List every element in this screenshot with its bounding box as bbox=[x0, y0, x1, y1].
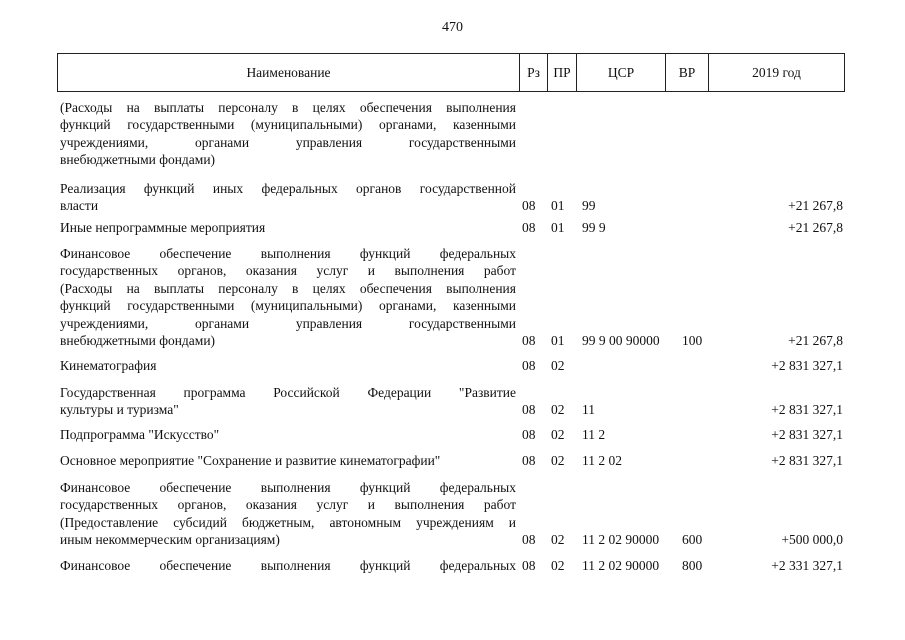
row-name bbox=[60, 219, 516, 236]
row-sum: +2 831 327,1 bbox=[771, 426, 843, 442]
row-rz: 08 bbox=[522, 452, 536, 468]
row-pr: 02 bbox=[551, 532, 565, 548]
row-name-line: внебюджетными фондами) bbox=[60, 152, 216, 168]
row-sum: +500 000,0 bbox=[781, 532, 843, 548]
row-name-line: Финансовое обеспечение выполнения функций федеральных bbox=[60, 480, 516, 495]
row-name bbox=[60, 479, 516, 549]
row-sum: +2 831 327,1 bbox=[771, 402, 843, 418]
row-name-line: государственных органов, оказания услуг и выполнения работ bbox=[60, 497, 516, 513]
row-csr: 11 bbox=[582, 402, 595, 418]
table-header bbox=[57, 53, 845, 92]
row-name-line: (Расходы на выплаты персоналу в целях обеспечения выполнения bbox=[60, 280, 516, 296]
row-pr: 02 bbox=[551, 426, 565, 442]
row-rz: 08 bbox=[522, 426, 536, 442]
row-pr: 01 bbox=[551, 332, 565, 348]
row-pr: 02 bbox=[551, 452, 565, 468]
row-pr: 02 bbox=[551, 402, 565, 418]
row-name-line: Реализация функций иных федеральных органов государственной bbox=[60, 181, 516, 196]
row-sum: +21 267,8 bbox=[788, 198, 843, 214]
row-name-line: Финансовое обеспечение выполнения функций федеральных bbox=[60, 246, 516, 261]
row-name-line: иным некоммерческим организациям) bbox=[60, 532, 280, 548]
row-vr: 100 bbox=[682, 332, 703, 348]
row-csr: 11 2 02 90000 bbox=[582, 557, 660, 573]
row-csr: 11 2 02 bbox=[582, 452, 622, 468]
header-rz: Рз bbox=[519, 54, 547, 91]
row-sum: +2 831 327,1 bbox=[771, 357, 843, 373]
row-name-line: государственных органов, оказания услуг и выполнения работ bbox=[60, 263, 516, 279]
row-name-line: (Расходы на выплаты персоналу в целях обеспечения выполнения bbox=[60, 100, 516, 115]
row-pr: 01 bbox=[551, 219, 565, 235]
row-name bbox=[60, 426, 516, 443]
table-row bbox=[60, 99, 845, 169]
table-row bbox=[60, 479, 845, 549]
row-pr: 02 bbox=[551, 357, 565, 373]
row-name-line: власти bbox=[60, 198, 99, 214]
row-name-line: Кинематография bbox=[60, 358, 157, 373]
row-name bbox=[60, 99, 516, 169]
table-row bbox=[60, 180, 845, 215]
row-sum: +21 267,8 bbox=[788, 332, 843, 348]
table-row bbox=[60, 219, 845, 236]
row-name-line: Иные непрограммные мероприятия bbox=[60, 220, 266, 235]
table-row bbox=[60, 245, 845, 349]
table-row bbox=[60, 452, 845, 469]
row-name-line: Основное мероприятие "Сохранение и развитие кинематографии" bbox=[60, 453, 441, 468]
row-rz: 08 bbox=[522, 332, 536, 348]
page-number: 470 bbox=[442, 20, 463, 35]
row-name-line: Финансовое обеспечение выполнения функций федеральных bbox=[60, 558, 516, 573]
row-rz: 08 bbox=[522, 532, 536, 548]
row-csr: 99 9 00 90000 bbox=[582, 332, 660, 348]
table-row bbox=[60, 557, 845, 574]
row-name bbox=[60, 180, 516, 215]
header-vr: ВР bbox=[665, 54, 708, 91]
row-name-line: Государственная программа Российской Федерации "Развитие bbox=[60, 385, 516, 400]
row-name bbox=[60, 357, 516, 374]
row-csr: 11 2 02 90000 bbox=[582, 532, 660, 548]
header-year: 2019 год bbox=[708, 54, 844, 91]
row-name bbox=[60, 557, 516, 574]
row-name-line: внебюджетными фондами) bbox=[60, 333, 216, 349]
row-pr: 01 bbox=[551, 198, 565, 214]
row-name-line: функций государственными (муниципальными) органами, казенными bbox=[60, 117, 516, 133]
row-name-line: учреждениями, органами управления государственными bbox=[60, 315, 516, 331]
row-name-line: культуры и туризма" bbox=[60, 402, 179, 418]
row-name bbox=[60, 452, 516, 469]
row-vr: 800 bbox=[682, 557, 703, 573]
row-csr: 99 bbox=[582, 198, 596, 214]
row-rz: 08 bbox=[522, 402, 536, 418]
table-row bbox=[60, 357, 845, 374]
row-sum: +21 267,8 bbox=[788, 219, 843, 235]
header-pr: ПР bbox=[547, 54, 576, 91]
row-vr: 600 bbox=[682, 532, 703, 548]
row-rz: 08 bbox=[522, 357, 536, 373]
row-sum: +2 331 327,1 bbox=[771, 557, 843, 573]
table-row bbox=[60, 384, 845, 419]
row-name bbox=[60, 245, 516, 349]
row-name bbox=[60, 384, 516, 419]
header-name: Наименование bbox=[246, 64, 331, 80]
row-rz: 08 bbox=[522, 219, 536, 235]
row-csr: 11 2 bbox=[582, 426, 606, 442]
row-name-line: Подпрограмма "Искусство" bbox=[60, 427, 220, 442]
table-row bbox=[60, 426, 845, 443]
row-name-line: функций государственными (муниципальными) органами, казенными bbox=[60, 298, 516, 314]
row-name-line: учреждениями, органами управления государственными bbox=[60, 134, 516, 150]
row-name-line: (Предоставление субсидий бюджетным, автономным учреждениям и bbox=[60, 514, 516, 530]
row-rz: 08 bbox=[522, 557, 536, 573]
row-rz: 08 bbox=[522, 198, 536, 214]
row-pr: 02 bbox=[551, 557, 565, 573]
row-csr: 99 9 bbox=[582, 219, 606, 235]
row-sum: +2 831 327,1 bbox=[771, 452, 843, 468]
header-csr: ЦСР bbox=[576, 54, 665, 91]
